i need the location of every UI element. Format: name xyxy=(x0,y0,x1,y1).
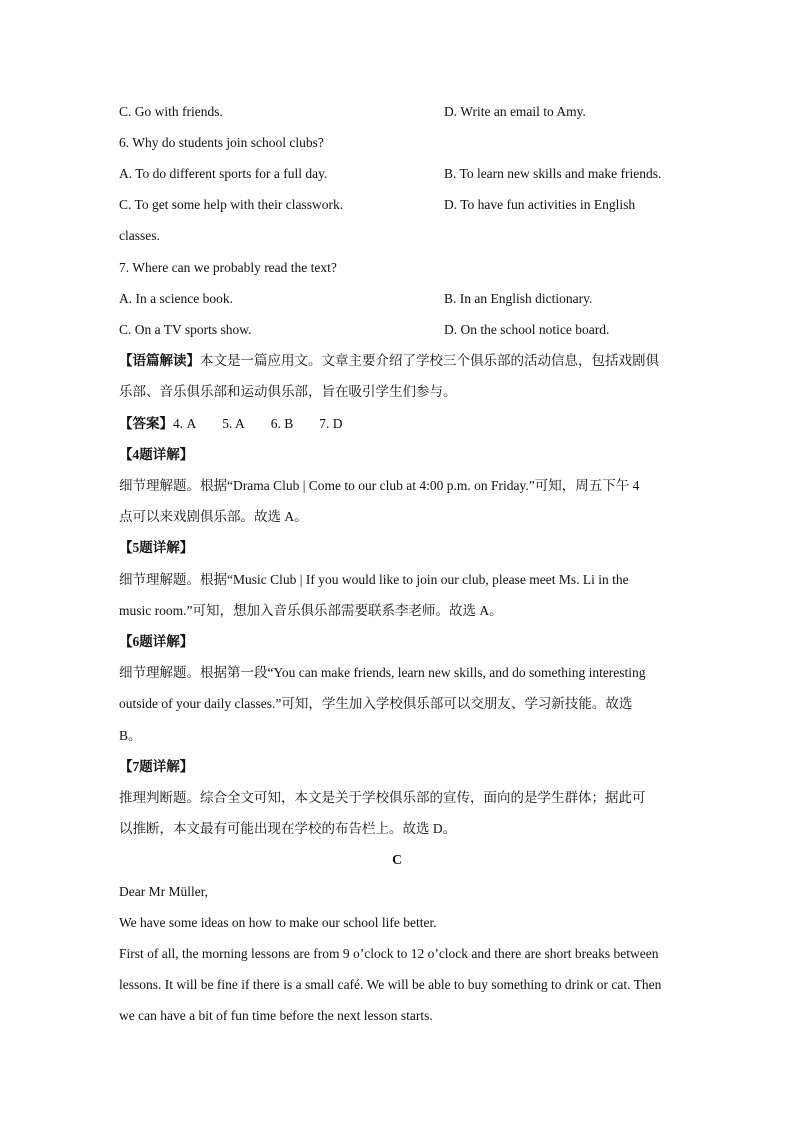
passage-c-label: C xyxy=(392,852,402,867)
analysis-heading: 【语篇解读】 xyxy=(119,353,200,368)
q6-option-b: B. To learn new skills and make friends. xyxy=(444,166,662,181)
q6-option-d: D. To have fun activities in English xyxy=(444,197,636,212)
detail6-line-1: 细节理解题。根据第一段“You can make friends, learn new skills, and do something interesting xyxy=(119,665,646,680)
answers-line xyxy=(119,414,343,434)
detail4-line-2: 点可以来戏剧俱乐部。故选 A。 xyxy=(119,509,308,524)
detail7-heading: 【7题详解】 xyxy=(119,759,194,774)
detail6-line-3: B。 xyxy=(119,728,142,743)
detail5-line-1: 细节理解题。根据“Music Club | If you would like to join our club, please meet Ms. Li in the xyxy=(119,572,629,587)
analysis-line-1 xyxy=(119,351,659,371)
passage-c-paragraph-2-line-3: we can have a bit of fun time before the next lesson starts. xyxy=(119,1008,433,1023)
q5-option-c: C. Go with friends. xyxy=(119,104,223,119)
answer-4: 4. A xyxy=(173,416,197,431)
q7-option-a: A. In a science book. xyxy=(119,291,233,306)
passage-c-paragraph-2-line-1: First of all, the morning lessons are from 9 o’clock to 12 o’clock and there are short breaks between xyxy=(119,946,659,961)
detail5-line-2: music room.”可知，想加入音乐俱乐部需要联系李老师。故选 A。 xyxy=(119,603,503,618)
q5-option-d: D. Write an email to Amy. xyxy=(444,104,586,119)
q6-option-a: A. To do different sports for a full day. xyxy=(119,166,328,181)
answer-6: 6. B xyxy=(270,416,294,431)
detail7-line-2: 以推断，本文最有可能出现在学校的布告栏上。故选 D。 xyxy=(119,821,457,836)
answer-7: 7. D xyxy=(319,416,343,431)
detail4-heading: 【4题详解】 xyxy=(119,447,194,462)
passage-c-paragraph-1: We have some ideas on how to make our school life better. xyxy=(119,915,437,930)
analysis-text-1: 本文是一篇应用文。文章主要介绍了学校三个俱乐部的活动信息，包括戏剧俱 xyxy=(200,353,659,368)
q7-option-d: D. On the school notice board. xyxy=(444,322,610,337)
detail5-heading: 【5题详解】 xyxy=(119,540,194,555)
answer-5: 5. A xyxy=(222,416,245,431)
detail4-line-1: 细节理解题。根据“Drama Club | Come to our club at 4:00 p.m. on Friday.”可知，周五下午 4 xyxy=(119,478,640,493)
passage-c-paragraph-2-line-2: lessons. It will be fine if there is a small café. We will be able to buy something to drink or cat. Then xyxy=(119,977,662,992)
q6-question: 6. Why do students join school clubs? xyxy=(119,135,324,150)
answers-heading: 【答案】 xyxy=(119,416,173,431)
passage-c-greeting: Dear Mr Müller, xyxy=(119,884,209,899)
q7-option-c: C. On a TV sports show. xyxy=(119,322,252,337)
detail6-heading: 【6题详解】 xyxy=(119,634,194,649)
analysis-text-2: 乐部、音乐俱乐部和运动俱乐部，旨在吸引学生们参与。 xyxy=(119,384,457,399)
q6-option-d-continued: classes. xyxy=(119,228,160,243)
detail6-line-2: outside of your daily classes.”可知，学生加入学校俱乐部可以交朋友、学习新技能。故选 xyxy=(119,696,633,711)
detail7-line-1: 推理判断题。综合全文可知，本文是关于学校俱乐部的宣传，面向的是学生群体；据此可 xyxy=(119,790,646,805)
q7-option-b: B. In an English dictionary. xyxy=(444,291,593,306)
q7-question: 7. Where can we probably read the text? xyxy=(119,260,337,275)
q6-option-c: C. To get some help with their classwork. xyxy=(119,197,344,212)
